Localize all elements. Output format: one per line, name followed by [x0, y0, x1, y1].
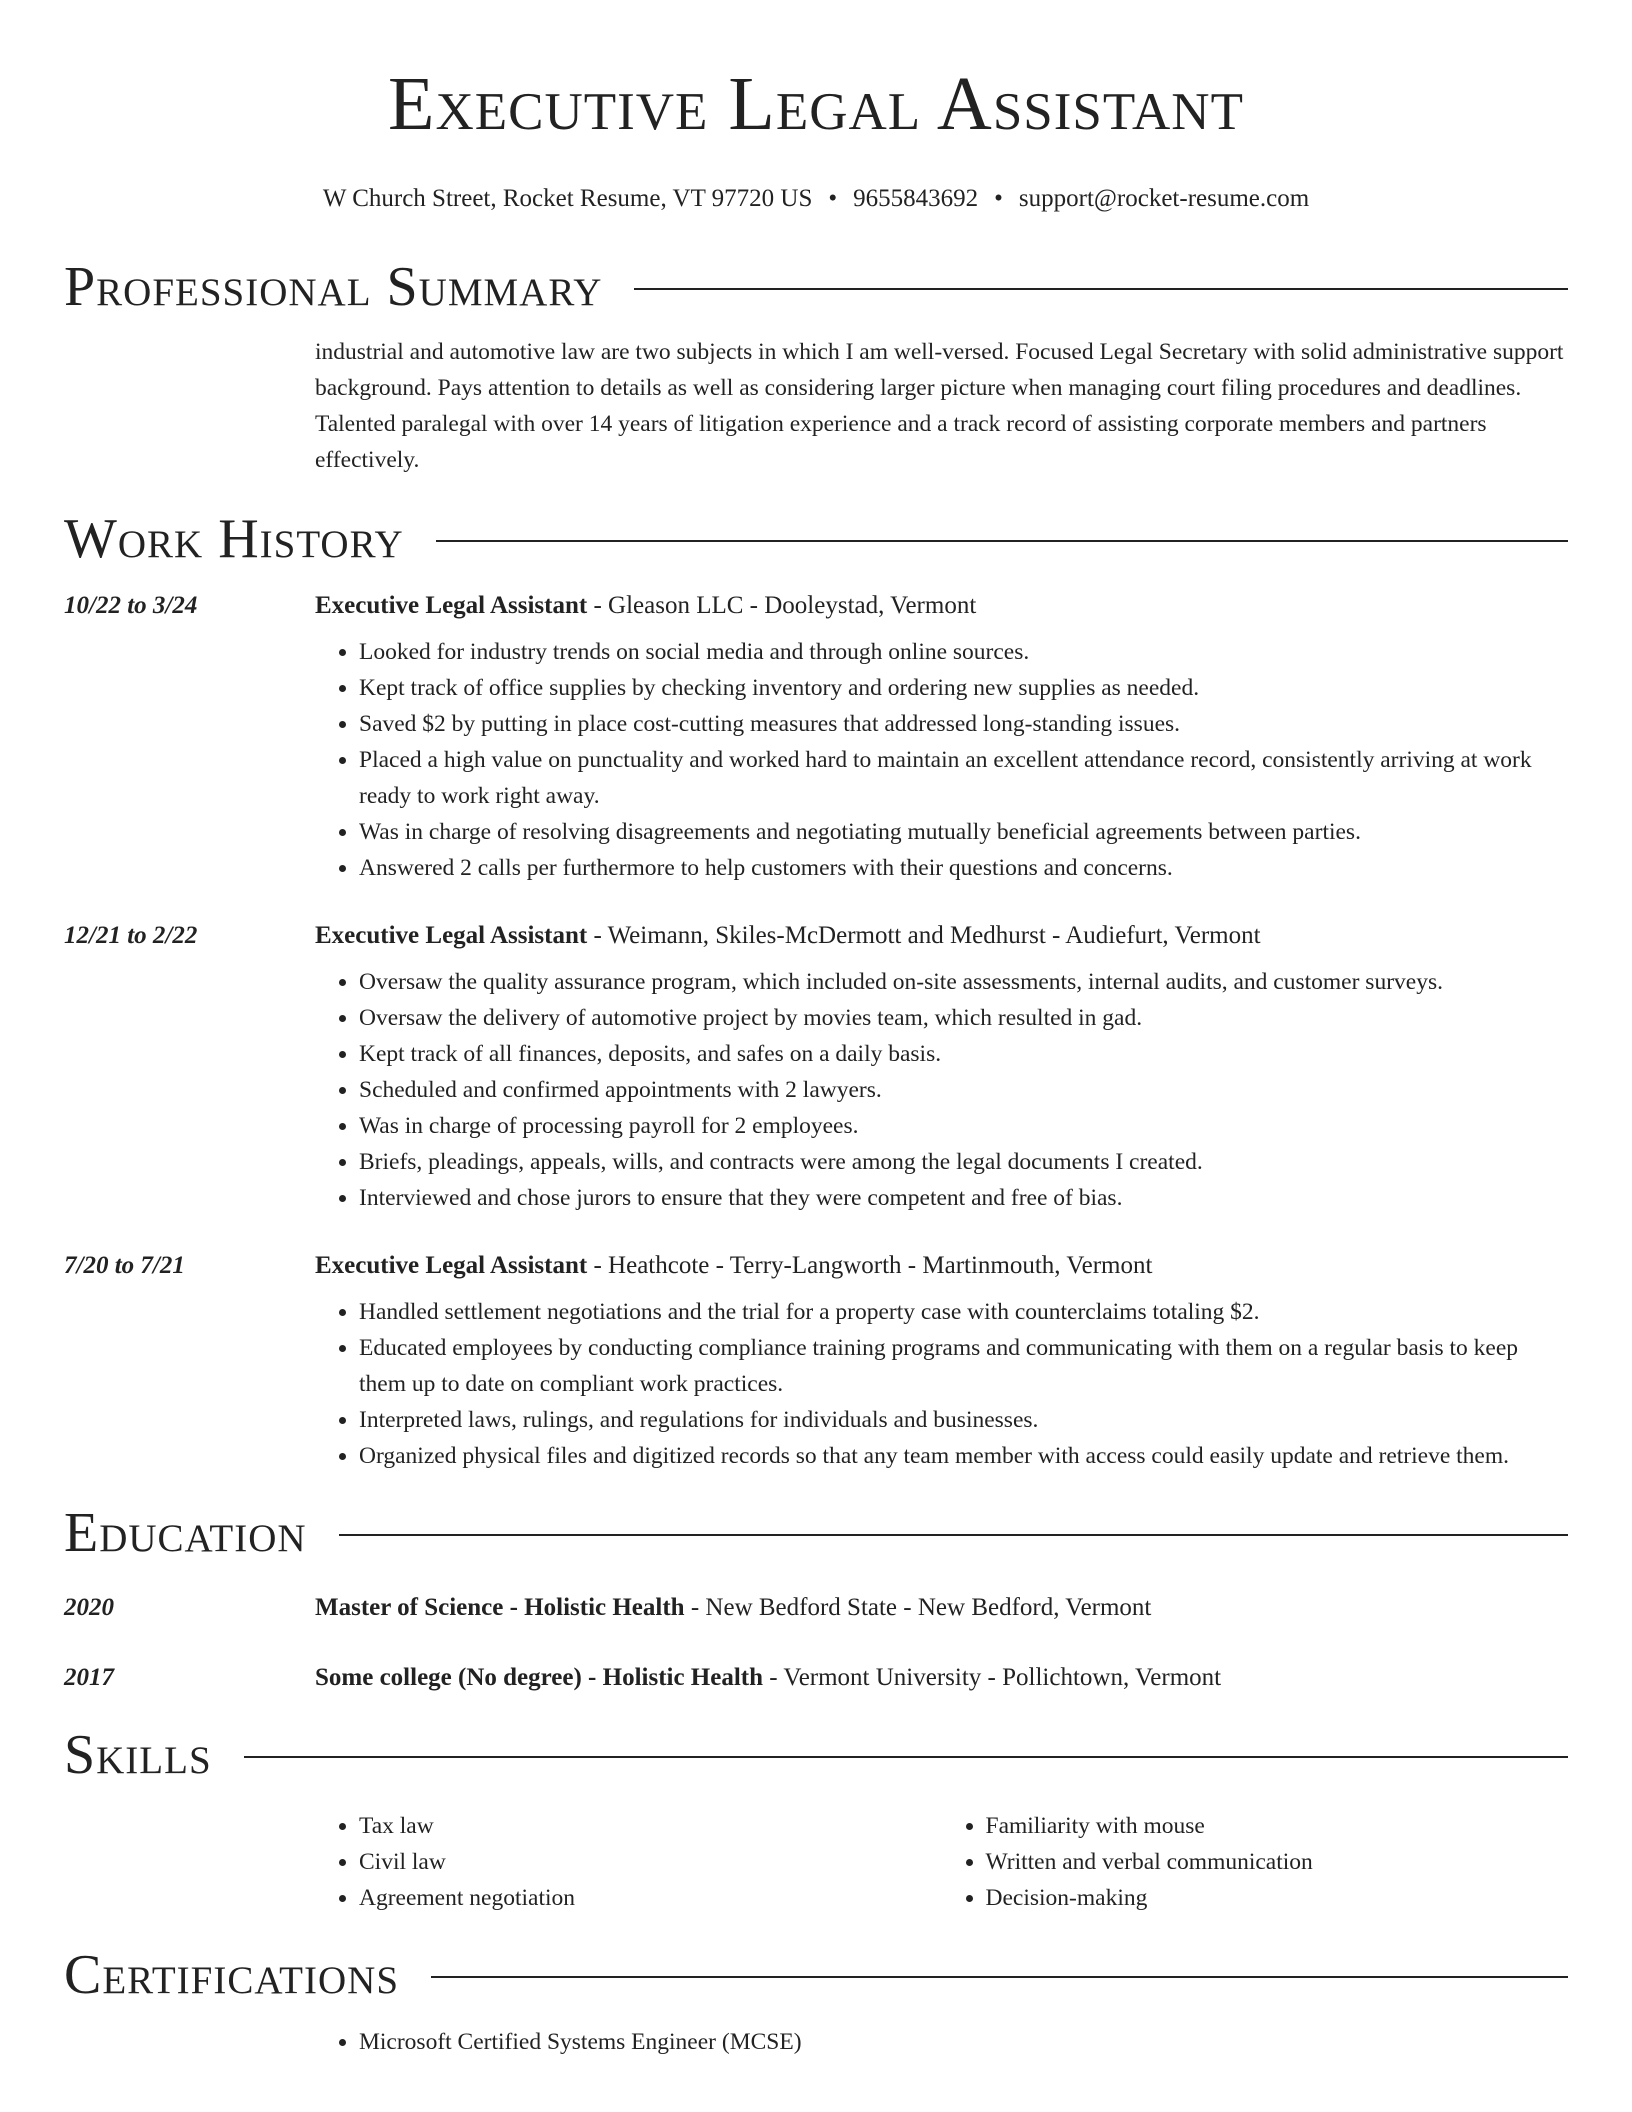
summary-section: [64, 254, 1568, 478]
job-bullet: • Kept track of all finances, deposits, and safes on a daily basis.: [359, 1036, 1568, 1072]
contact-separator: •: [994, 185, 1003, 212]
date-column-empty: [64, 1284, 315, 1474]
section-divider: [339, 1534, 1568, 1536]
section-header: [64, 1500, 1568, 1566]
job-bullet-list: [315, 634, 1568, 886]
job-bullets-col: [315, 1284, 1568, 1474]
education-title: [315, 1660, 1568, 1696]
job-bullet: • Interviewed and chose jurors to ensure that they were competent and free of bias.: [359, 1180, 1568, 1216]
skills-list-left: [315, 1808, 942, 1916]
job-bullet-list: [315, 964, 1568, 1216]
contact-separator: •: [828, 185, 838, 212]
section-title-certifications: Certifications: [64, 1944, 400, 2006]
job-bullet: • Answered 2 calls per furthermore to help customers with their questions and concerns.: [359, 850, 1568, 886]
education-year: 2017: [64, 1664, 114, 1691]
section-title-education: Education: [64, 1502, 307, 1564]
job-bullets-col: [315, 624, 1568, 886]
job-role: Executive Legal Assistant: [315, 922, 588, 949]
contact-address: W Church Street, Rocket Resume, VT 97720 US: [322, 185, 813, 212]
job-bullet: • Oversaw the delivery of automotive project by movies team, which resulted in gad.: [359, 1000, 1568, 1036]
certification-item: • Microsoft Certified Systems Engineer (MCSE): [359, 2024, 1568, 2060]
job-entry: [64, 588, 1568, 886]
section-title-work: Work History: [64, 508, 404, 570]
skill-item: • Decision-making: [986, 1880, 1569, 1916]
section-title-skills: Skills: [64, 1724, 212, 1786]
job-role: Executive Legal Assistant: [315, 592, 588, 619]
job-bullet: • Was in charge of processing payroll for 2 employees.: [359, 1108, 1568, 1144]
job-company: - Weimann, Skiles-McDermott and Medhurst - Audiefurt, Vermont: [587, 922, 1261, 949]
skills-section: [64, 1722, 1568, 1916]
job-bullet: • Oversaw the quality assurance program, which included on-site assessments, internal audits, and customer surveys.: [359, 964, 1568, 1000]
section-header: [64, 1942, 1568, 2008]
date-column-empty: [64, 1808, 315, 1916]
work-history-section: [64, 506, 1568, 1474]
education-school: - New Bedford State - New Bedford, Vermont: [684, 1594, 1152, 1621]
summary-row: [64, 334, 1568, 478]
job-bullets-col: [315, 954, 1568, 1216]
date-column-empty: [64, 334, 315, 478]
section-header: [64, 506, 1568, 572]
job-header-row: [64, 1248, 1568, 1284]
education-entry: [64, 1590, 1568, 1626]
job-bullet: • Handled settlement negotiations and the trial for a property case with counterclaims totaling $2.: [359, 1294, 1568, 1330]
certifications-content: [315, 2024, 1568, 2060]
education-degree: Some college (No degree) - Holistic Health: [315, 1664, 764, 1691]
education-entry: [64, 1660, 1568, 1696]
job-dates: 10/22 to 3/24: [64, 592, 198, 619]
skill-item: • Agreement negotiation: [359, 1880, 942, 1916]
job-title: [315, 588, 1568, 624]
contact-line: [64, 184, 1568, 214]
job-bullets-row: [64, 1284, 1568, 1474]
education-section: [64, 1500, 1568, 1696]
skills-row: [64, 1808, 1568, 1916]
section-divider: [634, 288, 1568, 290]
job-bullet: • Scheduled and confirmed appointments with 2 lawyers.: [359, 1072, 1568, 1108]
job-bullet: • Saved $2 by putting in place cost-cutting measures that addressed long-standing issues.: [359, 706, 1568, 742]
job-bullets-row: [64, 954, 1568, 1216]
skill-item: • Written and verbal communication: [986, 1844, 1569, 1880]
skill-item: • Tax law: [359, 1808, 942, 1844]
job-bullet: • Was in charge of resolving disagreements and negotiating mutually beneficial agreements between parties.: [359, 814, 1568, 850]
resume-name: Executive Legal Assistant: [388, 62, 1244, 146]
section-divider: [431, 1976, 1568, 1978]
contact-phone: 9655843692: [853, 185, 979, 212]
date-column-empty: [64, 954, 315, 1216]
job-bullet: • Placed a high value on punctuality and worked hard to maintain an excellent attendance record, consistently arriving at work ready to work right away.: [359, 742, 1568, 814]
section-divider: [244, 1756, 1568, 1758]
job-header-row: [64, 918, 1568, 954]
certifications-list: [315, 2024, 1568, 2060]
section-divider: [436, 540, 1568, 542]
job-title: [315, 1248, 1568, 1284]
job-dates: 7/20 to 7/21: [64, 1252, 185, 1279]
section-header: [64, 254, 1568, 320]
education-school: - Vermont University - Pollichtown, Vermont: [763, 1664, 1222, 1691]
education-degree: Master of Science - Holistic Health: [315, 1594, 685, 1621]
job-bullet: • Organized physical files and digitized records so that any team member with access could easily update and retrieve them.: [359, 1438, 1568, 1474]
job-bullet: • Interpreted laws, rulings, and regulations for individuals and businesses.: [359, 1402, 1568, 1438]
job-entry: [64, 918, 1568, 1216]
job-entry: [64, 1248, 1568, 1474]
job-bullet: • Kept track of office supplies by checking inventory and ordering new supplies as needed.: [359, 670, 1568, 706]
skill-item: • Familiarity with mouse: [986, 1808, 1569, 1844]
skills-list-right: [942, 1808, 1569, 1916]
skills-grid: [315, 1808, 1568, 1916]
job-bullet: • Educated employees by conducting compliance training programs and communicating with them on a regular basis to keep them up to date on compliant work practices.: [359, 1330, 1568, 1402]
job-bullets-row: [64, 624, 1568, 886]
job-company: - Heathcote - Terry-Langworth - Martinmouth, Vermont: [587, 1252, 1153, 1279]
job-title: [315, 918, 1568, 954]
date-column-empty: [64, 2024, 315, 2060]
summary-text: industrial and automotive law are two subjects in which I am well-versed. Focused Legal Secretary with solid administrative support background. Pays attention to details as well as considering larger picture when managing court filing procedures and deadlines. Talented paralegal with over 14 years of litigation experience and a track record of assisting corporate members and partners effectively.: [315, 339, 1564, 473]
summary-content: [315, 334, 1568, 478]
education-title: [315, 1590, 1568, 1626]
job-role: Executive Legal Assistant: [315, 1252, 588, 1279]
job-header-row: [64, 588, 1568, 624]
job-bullet-list: [315, 1294, 1568, 1474]
section-title-summary: Professional Summary: [64, 256, 603, 318]
skill-item: • Civil law: [359, 1844, 942, 1880]
job-dates: 12/21 to 2/22: [64, 922, 198, 949]
certifications-row: [64, 2024, 1568, 2060]
job-bullet: • Briefs, pleadings, appeals, wills, and contracts were among the legal documents I created.: [359, 1144, 1568, 1180]
job-company: - Gleason LLC - Dooleystad, Vermont: [587, 592, 977, 619]
job-bullet: • Looked for industry trends on social media and through online sources.: [359, 634, 1568, 670]
education-year: 2020: [64, 1594, 114, 1621]
section-header: [64, 1722, 1568, 1788]
certifications-section: [64, 1942, 1568, 2060]
date-column-empty: [64, 624, 315, 886]
contact-email: support@rocket-resume.com: [1018, 185, 1310, 212]
